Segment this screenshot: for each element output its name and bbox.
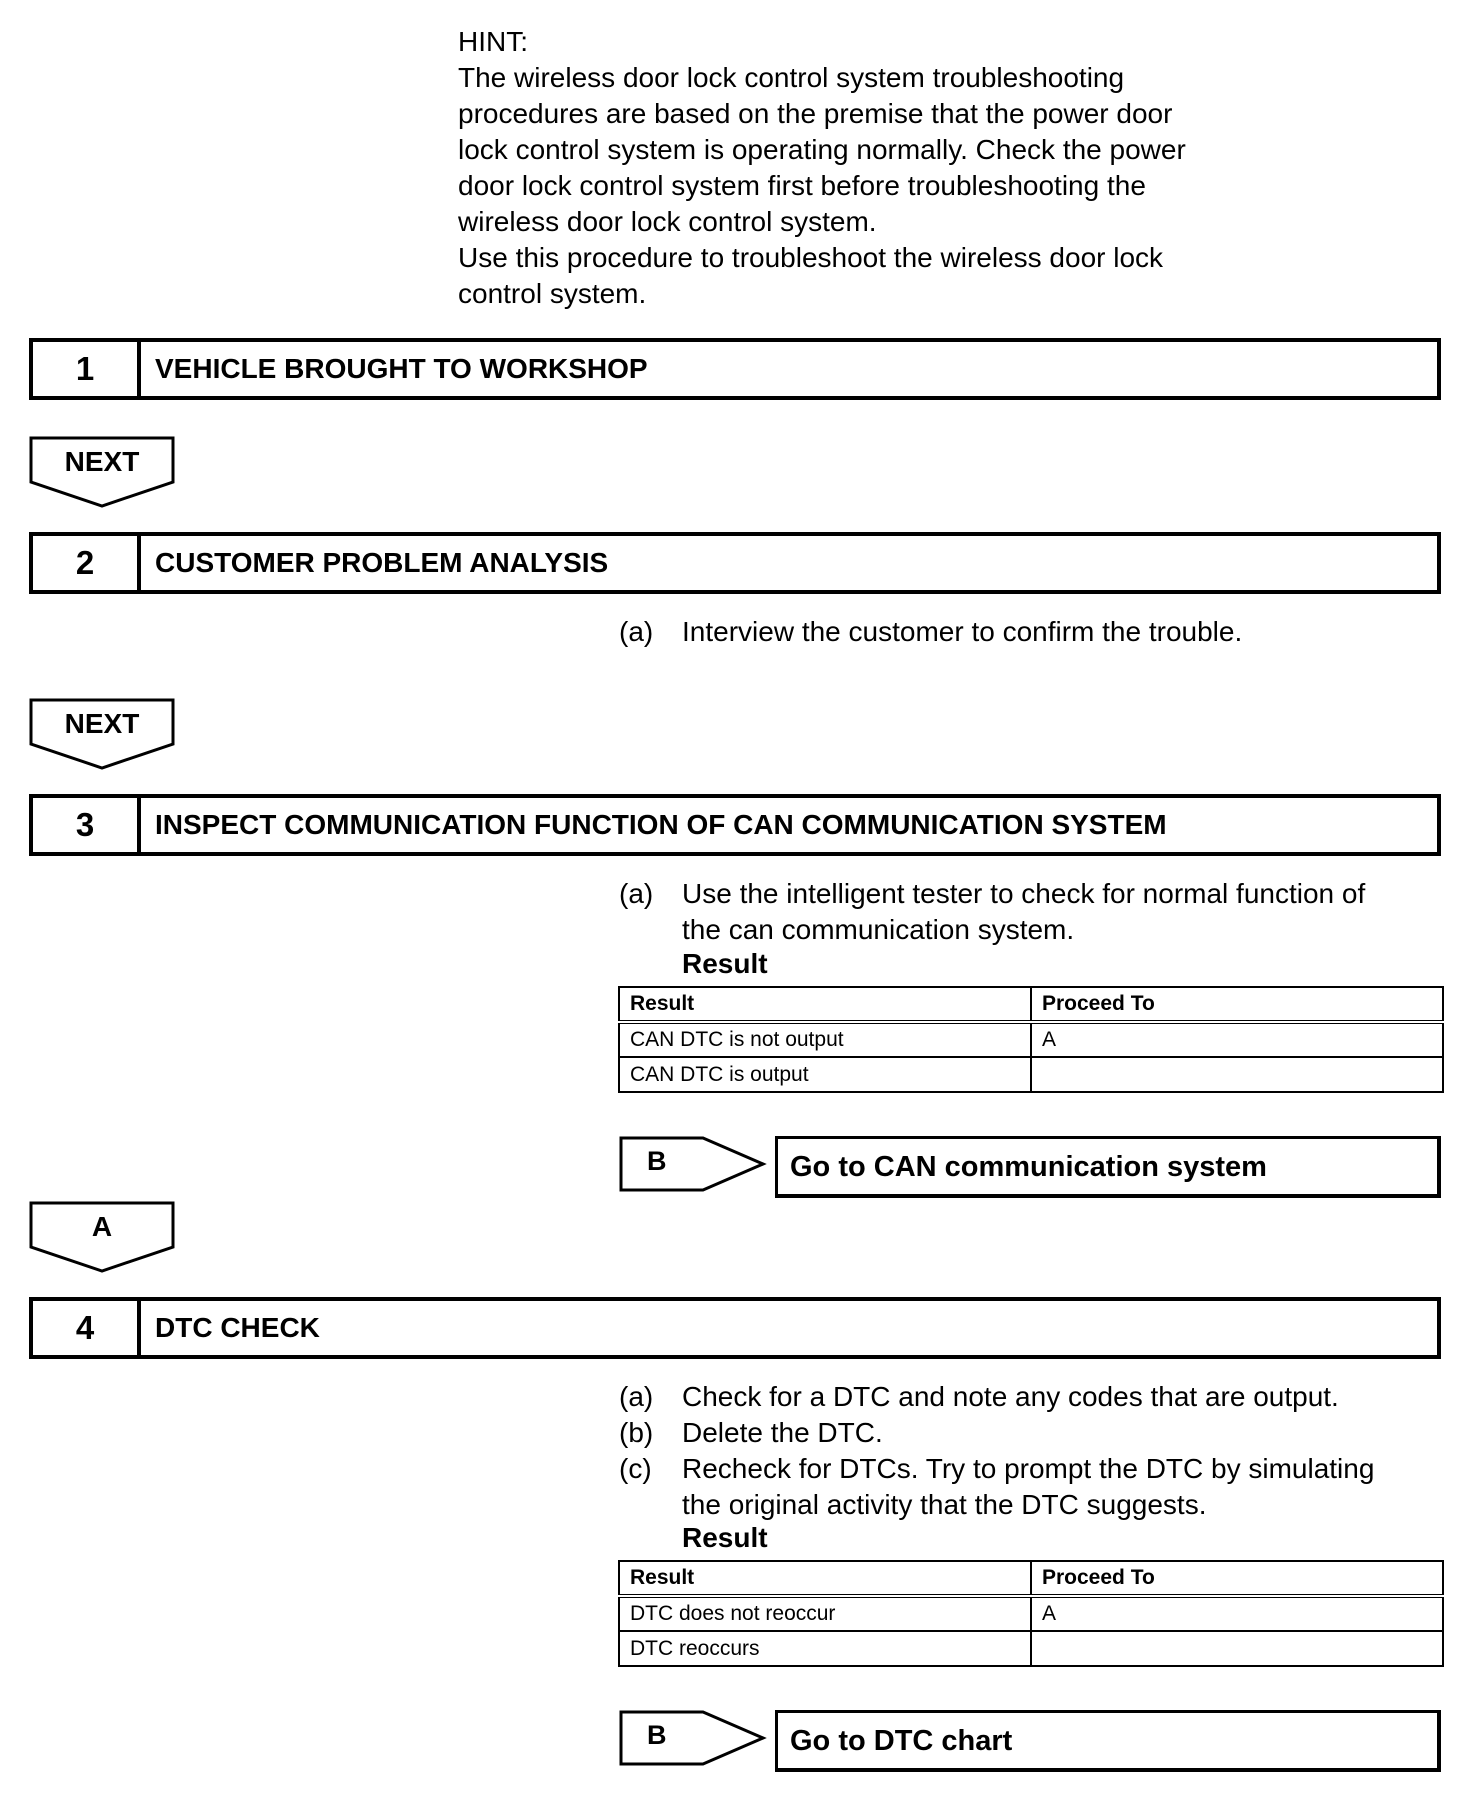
branch-b-arrow-step-4 (619, 1710, 769, 1768)
hint-line: procedures are based on the premise that the power door (458, 98, 1173, 129)
step-number: 3 (33, 798, 141, 852)
hint-line: door lock control system first before troubleshooting the (458, 170, 1146, 201)
step-3-item-a (619, 876, 1439, 952)
step-2-header (29, 532, 1441, 594)
hint-line: wireless door lock control system. (458, 206, 877, 237)
item-text: Delete the DTC. (682, 1417, 883, 1448)
hint-line: Use this procedure to troubleshoot the wireless door lock (458, 242, 1164, 273)
goto-box-step-3[interactable] (775, 1136, 1441, 1198)
result-table-step-4 (618, 1560, 1444, 1667)
table-row (619, 1022, 1443, 1057)
step-title: VEHICLE BROUGHT TO WORKSHOP (155, 353, 648, 384)
item-text (682, 876, 1365, 948)
step-title: DTC CHECK (155, 1312, 320, 1343)
next-arrow-1 (29, 436, 175, 510)
table-row (619, 1057, 1443, 1092)
item-line: the can communication system. (682, 914, 1075, 945)
item-mark: (b) (619, 1417, 654, 1448)
step-number: 1 (33, 342, 141, 396)
item-line: Use the intelligent tester to check for normal function of (682, 878, 1366, 909)
goto-text: Go to DTC chart (790, 1725, 1013, 1757)
item-mark: (a) (619, 616, 654, 647)
table-cell: A (1031, 1022, 1443, 1057)
step-title: CUSTOMER PROBLEM ANALYSIS (155, 547, 609, 578)
item-text: Check for a DTC and note any codes that are output. (682, 1381, 1339, 1412)
item-mark: (a) (619, 1381, 654, 1412)
result-title: Result (682, 948, 768, 979)
branch-label: B (647, 1146, 667, 1176)
table-cell: CAN DTC is output (619, 1057, 1031, 1092)
hint-label: HINT: (458, 26, 528, 57)
table-cell: DTC reoccurs (619, 1631, 1031, 1666)
item-mark: (c) (619, 1453, 652, 1484)
column-header: Result (619, 987, 1031, 1022)
step-4-header (29, 1297, 1441, 1359)
column-header: Result (619, 1561, 1031, 1596)
next-label: NEXT (64, 446, 140, 477)
result-table-step-3 (618, 986, 1444, 1093)
step-4-item-b (619, 1415, 1439, 1451)
step-number: 4 (33, 1301, 141, 1355)
table-cell: DTC does not reoccur (619, 1596, 1031, 1631)
step-1-header (29, 338, 1441, 400)
table-row (619, 1631, 1443, 1666)
result-title: Result (682, 1522, 768, 1553)
step-4-item-c (619, 1451, 1439, 1523)
table-row (619, 1596, 1443, 1631)
branch-label: B (647, 1720, 667, 1750)
item-text (682, 1451, 1374, 1523)
branch-b-arrow-step-3 (619, 1136, 769, 1194)
column-header: Proceed To (1031, 1561, 1443, 1596)
branch-arrow-shape (619, 1136, 769, 1194)
item-line: Recheck for DTCs. Try to prompt the DTC by simulating (682, 1453, 1375, 1484)
column-header: Proceed To (1031, 987, 1443, 1022)
hint-line: lock control system is operating normally. Check the power (458, 134, 1186, 165)
next-label: NEXT (64, 708, 140, 739)
step-4-item-a (619, 1379, 1439, 1415)
next-arrow-2 (29, 698, 175, 772)
hint-line: control system. (458, 278, 647, 309)
table-cell (1031, 1631, 1443, 1666)
hint-line: The wireless door lock control system troubleshooting (458, 62, 1125, 93)
item-line: the original activity that the DTC suggests. (682, 1489, 1207, 1520)
branch-arrow-shape (619, 1710, 769, 1768)
table-cell: CAN DTC is not output (619, 1022, 1031, 1057)
item-mark: (a) (619, 878, 654, 909)
table-cell: A (1031, 1596, 1443, 1631)
step-number: 2 (33, 536, 141, 590)
goto-box-step-4[interactable] (775, 1710, 1441, 1772)
step-title: INSPECT COMMUNICATION FUNCTION OF CAN COMMUNICATION SYSTEM (155, 809, 1167, 840)
table-header-row (619, 1561, 1443, 1596)
step-2-item-a (619, 614, 1439, 654)
step-3-header (29, 794, 1441, 856)
hint-block (458, 24, 1278, 312)
a-arrow (29, 1201, 175, 1275)
table-header-row (619, 987, 1443, 1022)
a-label: A (91, 1211, 113, 1242)
goto-text: Go to CAN communication system (790, 1151, 1267, 1183)
item-text: Interview the customer to confirm the trouble. (682, 616, 1243, 647)
table-cell (1031, 1057, 1443, 1092)
